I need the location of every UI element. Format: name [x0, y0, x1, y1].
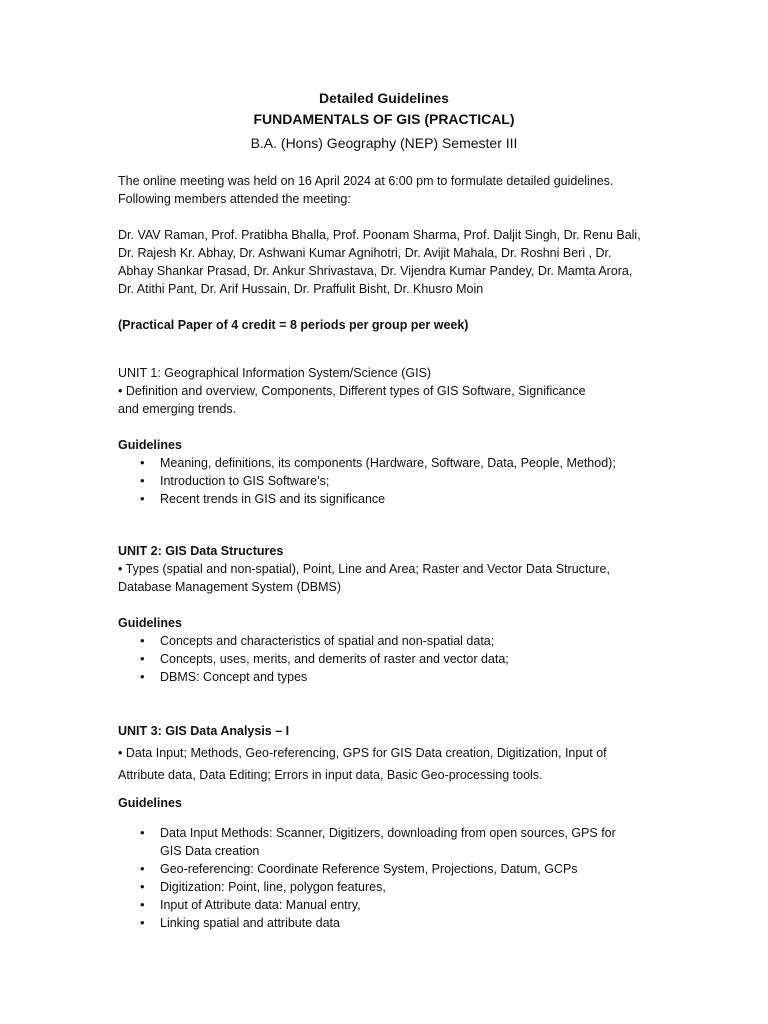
- guidelines-label: Guidelines: [118, 438, 182, 452]
- intro-line: The online meeting was held on 16 April 2024 at 6:00 pm to formulate detailed guidelines.: [118, 174, 614, 188]
- unit-heading: UNIT 3: GIS Data Analysis – I: [118, 724, 290, 738]
- list-item: • Concepts, uses, merits, and demerits of raster and vector data;: [118, 650, 678, 668]
- unit-3-guidelines-label-wrap: [118, 794, 678, 812]
- list-item: • Concepts and characteristics of spatial and non-spatial data;: [118, 632, 678, 650]
- credit-note: (Practical Paper of 4 credit = 8 periods per group per week): [118, 318, 469, 332]
- list-item-continuation: GIS Data creation: [160, 844, 260, 858]
- list-item: • Geo-referencing: Coordinate Reference System, Projections, Datum, GCPs: [118, 860, 678, 878]
- unit-heading: UNIT 2: GIS Data Structures: [118, 544, 284, 558]
- unit-description-line: Attribute data, Data Editing; Errors in input data, Basic Geo-processing tools.: [118, 768, 543, 782]
- guidelines-list: [118, 454, 678, 508]
- unit-2-guidelines: [118, 614, 678, 686]
- unit-description-line: • Data Input; Methods, Geo-referencing, GPS for GIS Data creation, Digitization, Input of: [118, 746, 607, 760]
- unit-2-section: [118, 542, 678, 596]
- guidelines-label: Guidelines: [118, 796, 182, 810]
- intro-paragraph: [118, 172, 678, 208]
- intro-line: Following members attended the meeting:: [118, 192, 351, 206]
- unit-description-line: Database Management System (DBMS): [118, 580, 342, 594]
- members-line: Dr. VAV Raman, Prof. Pratibha Bhalla, Prof. Poonam Sharma, Prof. Daljit Singh, Dr. Renu Bali,: [118, 228, 641, 242]
- unit-1-section: [118, 364, 678, 418]
- members-line: Dr. Atithi Pant, Dr. Arif Hussain, Dr. Praffulit Bisht, Dr. Khusro Moin: [118, 282, 484, 296]
- unit-description-line: • Types (spatial and non-spatial), Point, Line and Area; Raster and Vector Data Structure,: [118, 562, 610, 576]
- guidelines-list: [118, 824, 678, 932]
- members-paragraph: [118, 226, 678, 298]
- list-item: • Meaning, definitions, its components (Hardware, Software, Data, People, Method);: [118, 454, 678, 472]
- list-item: [118, 824, 678, 860]
- program-title: B.A. (Hons) Geography (NEP) Semester III: [250, 135, 518, 151]
- list-item: • Digitization: Point, line, polygon features,: [118, 878, 678, 896]
- members-line: Dr. Rajesh Kr. Abhay, Dr. Ashwani Kumar Agnihotri, Dr. Avijit Mahala, Dr. Roshni Beri , Dr.: [118, 246, 612, 260]
- list-item-text: Data Input Methods: Scanner, Digitizers, downloading from open sources, GPS for: [160, 826, 616, 840]
- list-item: • Input of Attribute data: Manual entry,: [118, 896, 678, 914]
- unit-3-section: [118, 720, 678, 786]
- list-item: • Introduction to GIS Software’s;: [118, 472, 678, 490]
- title-block: [0, 88, 768, 153]
- list-item: • Recent trends in GIS and its significance: [118, 490, 678, 508]
- unit-description-line: • Definition and overview, Components, Different types of GIS Software, Significance: [118, 384, 586, 398]
- list-item: • DBMS: Concept and types: [118, 668, 678, 686]
- course-title: FUNDAMENTALS OF GIS (PRACTICAL): [253, 111, 515, 127]
- unit-description-line: and emerging trends.: [118, 402, 237, 416]
- guidelines-label: Guidelines: [118, 616, 182, 630]
- unit-1-guidelines: [118, 436, 678, 508]
- document-title: Detailed Guidelines: [319, 90, 449, 106]
- guidelines-list: [118, 632, 678, 686]
- unit-heading: UNIT 1: Geographical Information System/Science (GIS): [118, 366, 432, 380]
- list-item: • Linking spatial and attribute data: [118, 914, 678, 932]
- unit-3-guidelines: [118, 824, 678, 932]
- members-line: Abhay Shankar Prasad, Dr. Ankur Shrivastava, Dr. Vijendra Kumar Pandey, Dr. Mamta Arora,: [118, 264, 633, 278]
